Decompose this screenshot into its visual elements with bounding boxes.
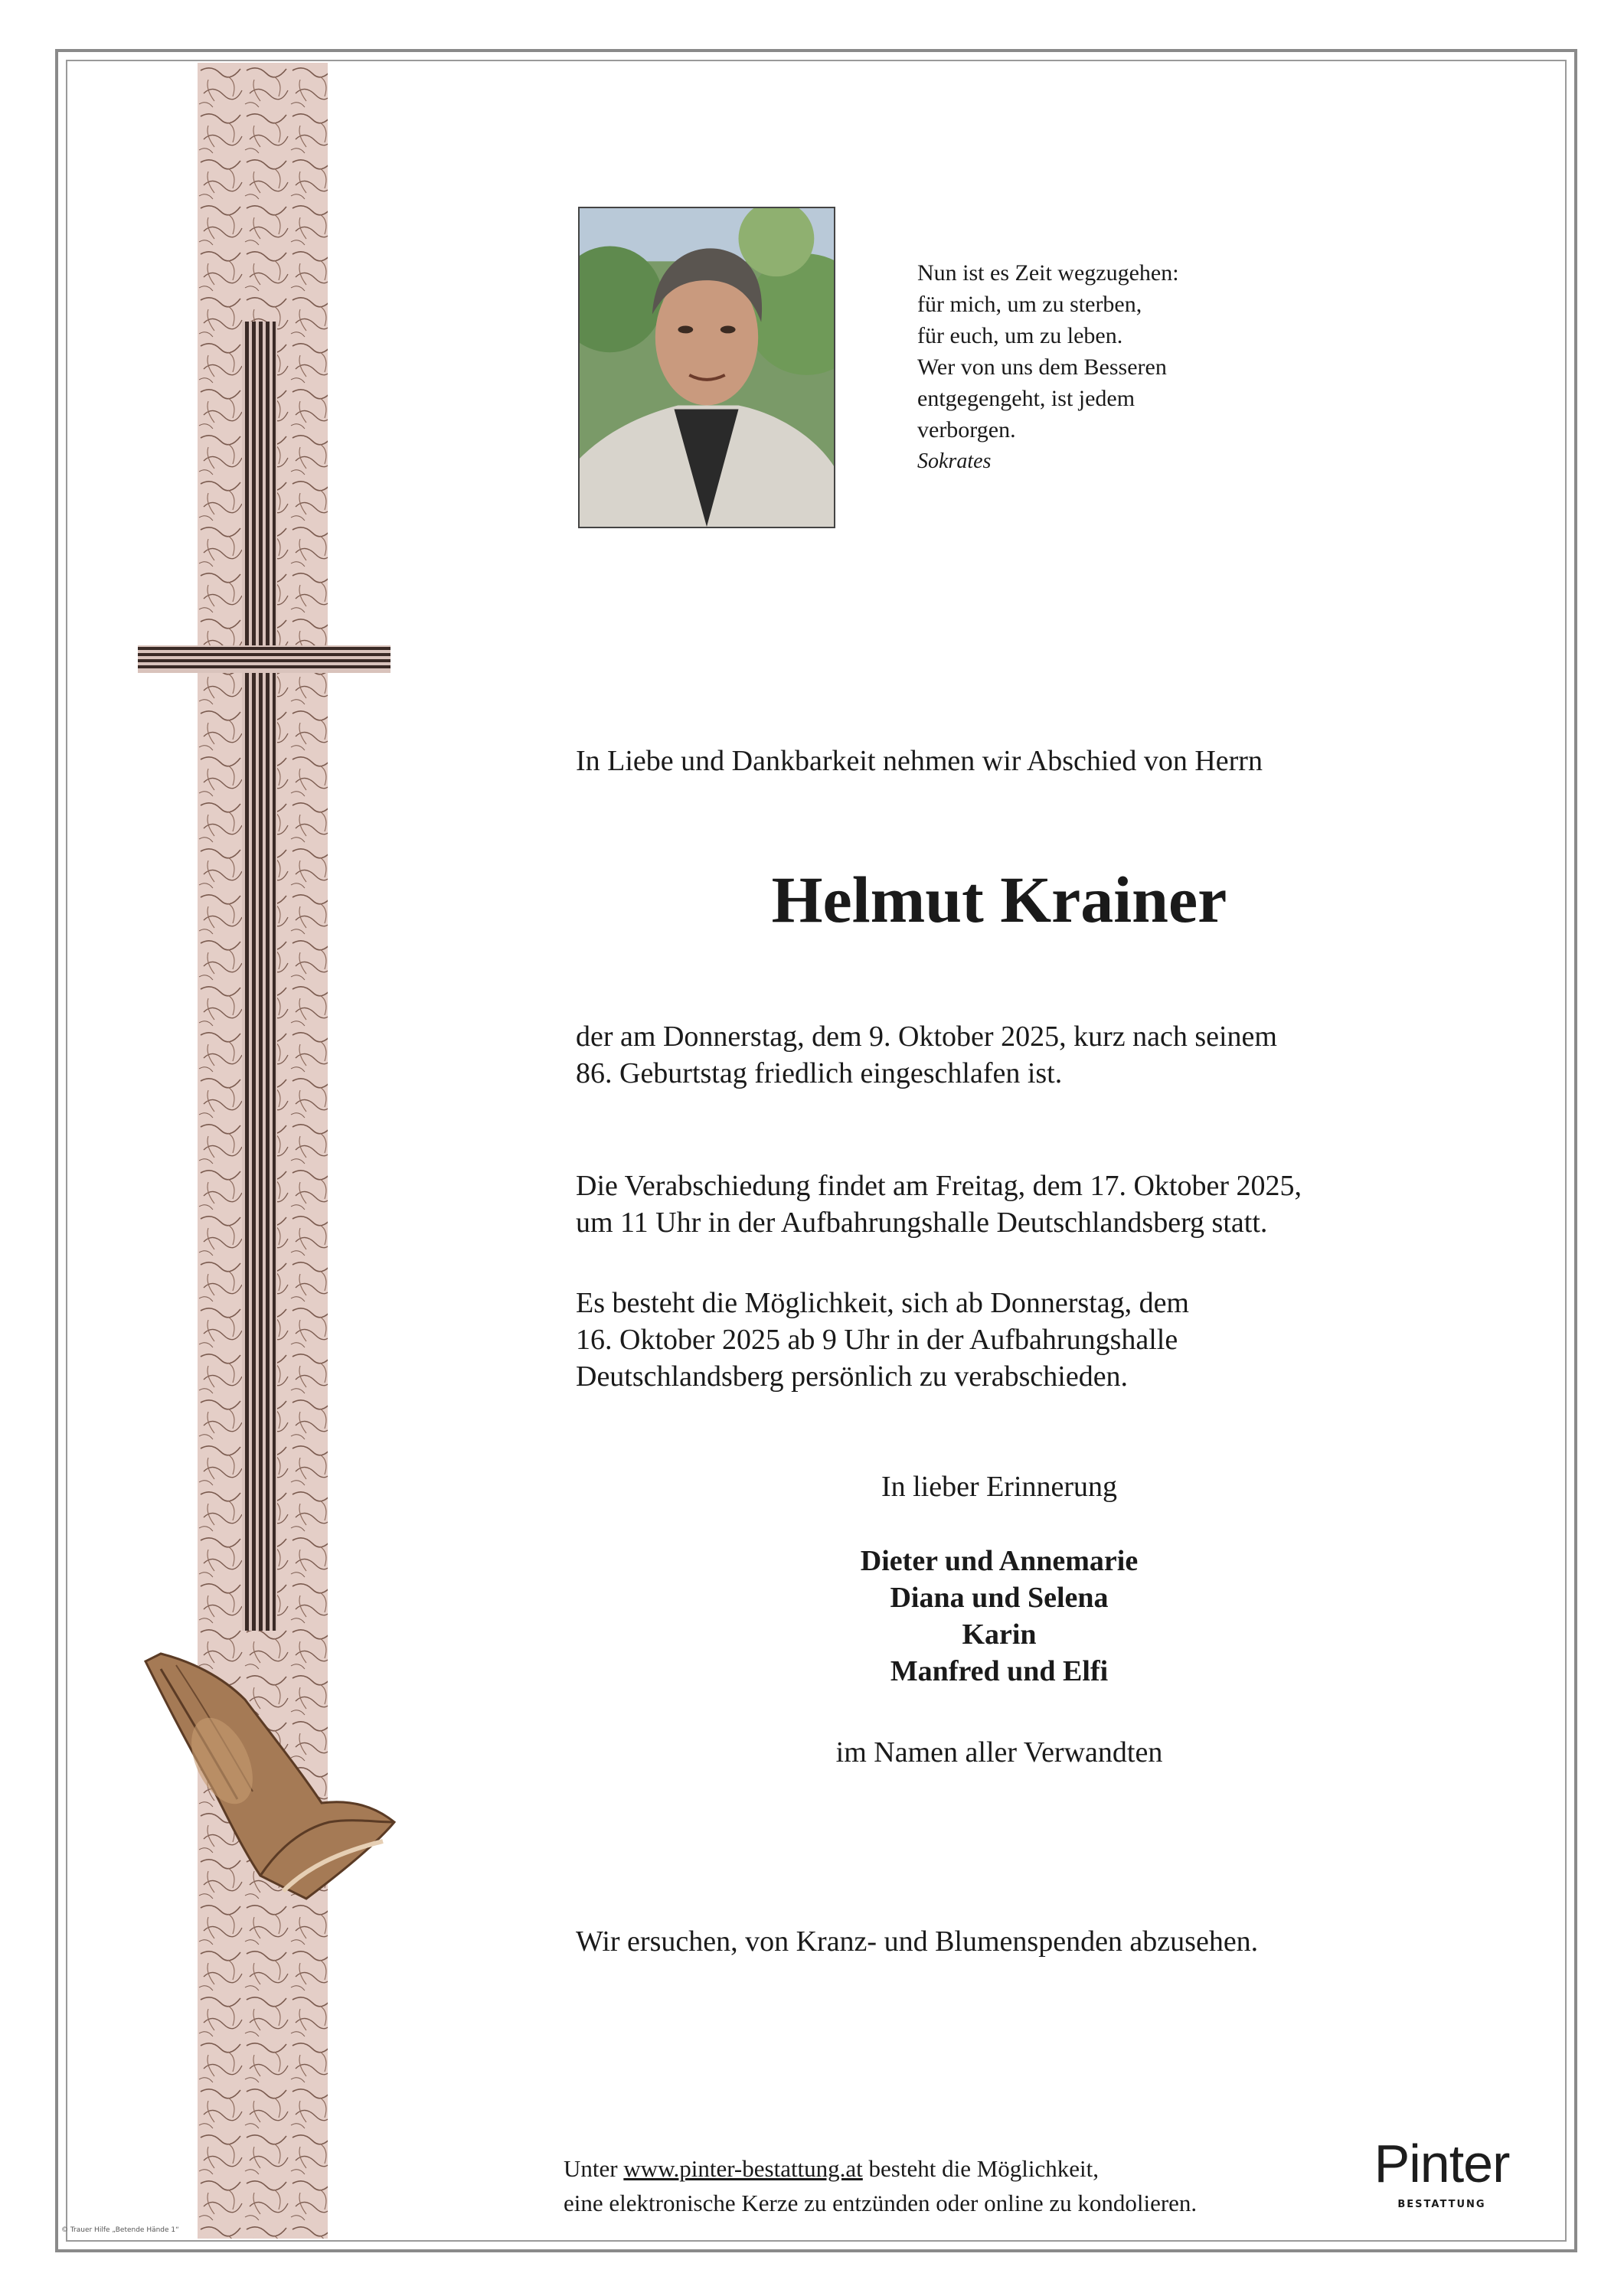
pinter-logo: [1354, 2136, 1530, 2210]
footer-text: [564, 2151, 1197, 2220]
family-member: Diana und Selena: [890, 1582, 1109, 1614]
death-notice-line: 86. Geburtstag friedlich eingeschlafen ist.: [576, 1057, 1063, 1089]
viewing-line: 16. Oktober 2025 ab 9 Uhr in der Aufbahrungshalle: [576, 1324, 1178, 1356]
quote-line: Wer von uns dem Besseren: [917, 354, 1167, 380]
portrait-photo: [578, 207, 835, 528]
quote-line: für euch, um zu leben.: [917, 323, 1123, 348]
family-member: Karin: [962, 1618, 1037, 1651]
farewell-line: Die Verabschiedung findet am Freitag, dem 17. Oktober 2025,: [576, 1170, 1302, 1202]
memory-heading: In lieber Erinnerung: [881, 1471, 1118, 1503]
logo-subtitle: BESTATTUNG: [1397, 2199, 1486, 2210]
deceased-name: Helmut Krainer: [771, 863, 1227, 936]
intro-text: In Liebe und Dankbarkeit nehmen wir Abschied von Herrn: [576, 745, 1263, 777]
family-list: [582, 1543, 1417, 1690]
praying-hands-icon: [130, 1646, 406, 1937]
relatives-text: im Namen aller Verwandten: [835, 1736, 1163, 1769]
footer-suffix: besteht die Möglichkeit,: [862, 2155, 1100, 2182]
website-link[interactable]: www.pinter-bestattung.at: [623, 2155, 863, 2182]
family-member: Dieter und Annemarie: [860, 1545, 1139, 1577]
quote-line: für mich, um zu sterben,: [917, 292, 1142, 317]
farewell-line: um 11 Uhr in der Aufbahrungshalle Deutschlandsberg statt.: [576, 1207, 1268, 1239]
image-credit: © Trauer Hilfe „Betende Hände 1“: [61, 2226, 179, 2234]
footer-line-2: eine elektronische Kerze zu entzünden oder online zu kondolieren.: [564, 2190, 1198, 2216]
viewing-line: Es besteht die Möglichkeit, sich ab Donnerstag, dem: [576, 1287, 1189, 1319]
family-member: Manfred und Elfi: [890, 1655, 1109, 1687]
quote-line: entgegengeht, ist jedem: [917, 386, 1135, 411]
donation-request: Wir ersuchen, von Kranz- und Blumenspenden abzusehen.: [576, 1925, 1259, 1958]
quote: [917, 257, 1254, 477]
cross-crossbar: [138, 645, 390, 673]
quote-line: verborgen.: [917, 417, 1016, 443]
quote-line: Nun ist es Zeit wegzugehen:: [917, 260, 1179, 286]
viewing-line: Deutschlandsberg persönlich zu verabschieden.: [576, 1360, 1129, 1393]
quote-author: Sokrates: [917, 449, 992, 473]
logo-wordmark: Pinter: [1374, 2134, 1510, 2193]
footer-prefix: Unter: [564, 2155, 624, 2182]
death-notice-line: der am Donnerstag, dem 9. Oktober 2025, kurz nach seinem: [576, 1021, 1277, 1053]
cross-icon: [242, 322, 277, 1631]
